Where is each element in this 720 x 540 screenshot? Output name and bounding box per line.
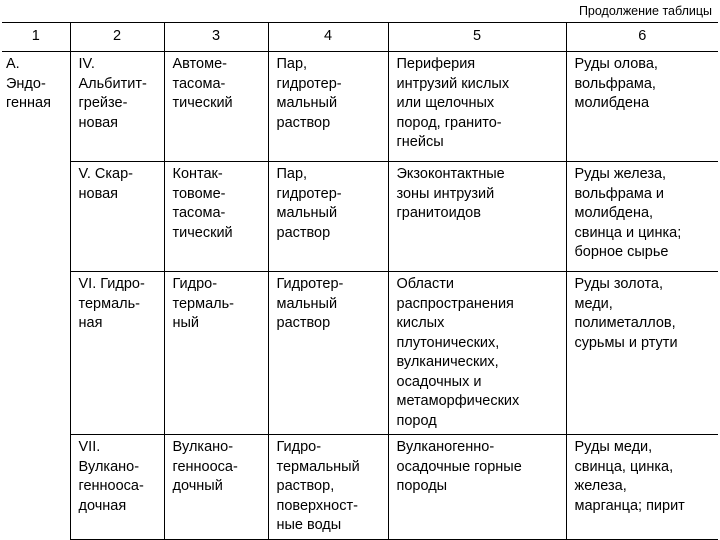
header-row (2, 23, 718, 52)
series-cell: VII. Вулкано- генноосa- дочная (70, 435, 164, 540)
agent-cell: Гидротер- мальный раствор (268, 272, 388, 435)
series-cell: V. Скар- новая (70, 162, 164, 272)
location-cell: Периферия интрузий кислых или щелочных пород, гранито- гнейсы (388, 52, 566, 162)
table-continuation-caption: Продолжение таблицы (578, 4, 712, 18)
deposits-cell: Руды олова, вольфрама, молибдена (566, 52, 718, 162)
facies-cell: Вулкано- генноосa- дочный (164, 435, 268, 540)
facies-cell: Автоме- тасома- тический (164, 52, 268, 162)
table-row (2, 52, 718, 162)
genesis-group-cell: А. Эндо- генная (2, 52, 70, 540)
header-col-4: 4 (268, 23, 388, 52)
mineral-deposit-table (2, 22, 718, 540)
agent-cell: Пар, гидротер- мальный раствор (268, 52, 388, 162)
header-col-6: 6 (566, 23, 718, 52)
location-cell: Экзоконтактные зоны интрузий гранитоидов (388, 162, 566, 272)
deposits-cell: Руды золота, меди, полиметаллов, сурьмы и ртути (566, 272, 718, 435)
deposits-cell: Руды железа, вольфрама и молибдена, свинца и цинка; борное сырье (566, 162, 718, 272)
agent-cell: Пар, гидротер- мальный раствор (268, 162, 388, 272)
table-row (2, 162, 718, 272)
header-col-2: 2 (70, 23, 164, 52)
header-col-1: 1 (2, 23, 70, 52)
table-row (2, 435, 718, 540)
series-cell: VI. Гидро- термаль- ная (70, 272, 164, 435)
deposits-cell: Руды меди, свинца, цинка, железа, марганца; пирит (566, 435, 718, 540)
header-col-5: 5 (388, 23, 566, 52)
location-cell: Вулканогенно- осадочные горные породы (388, 435, 566, 540)
table-row (2, 272, 718, 435)
series-cell: IV. Альбитит- грейзе- новая (70, 52, 164, 162)
agent-cell: Гидро- термальный раствор, поверхност- ные воды (268, 435, 388, 540)
facies-cell: Гидро- термаль- ный (164, 272, 268, 435)
facies-cell: Контак- товоме- тасома- тический (164, 162, 268, 272)
location-cell: Области распространения кислых плутонических, вулканических, осадочных и метаморфических пород (388, 272, 566, 435)
header-col-3: 3 (164, 23, 268, 52)
